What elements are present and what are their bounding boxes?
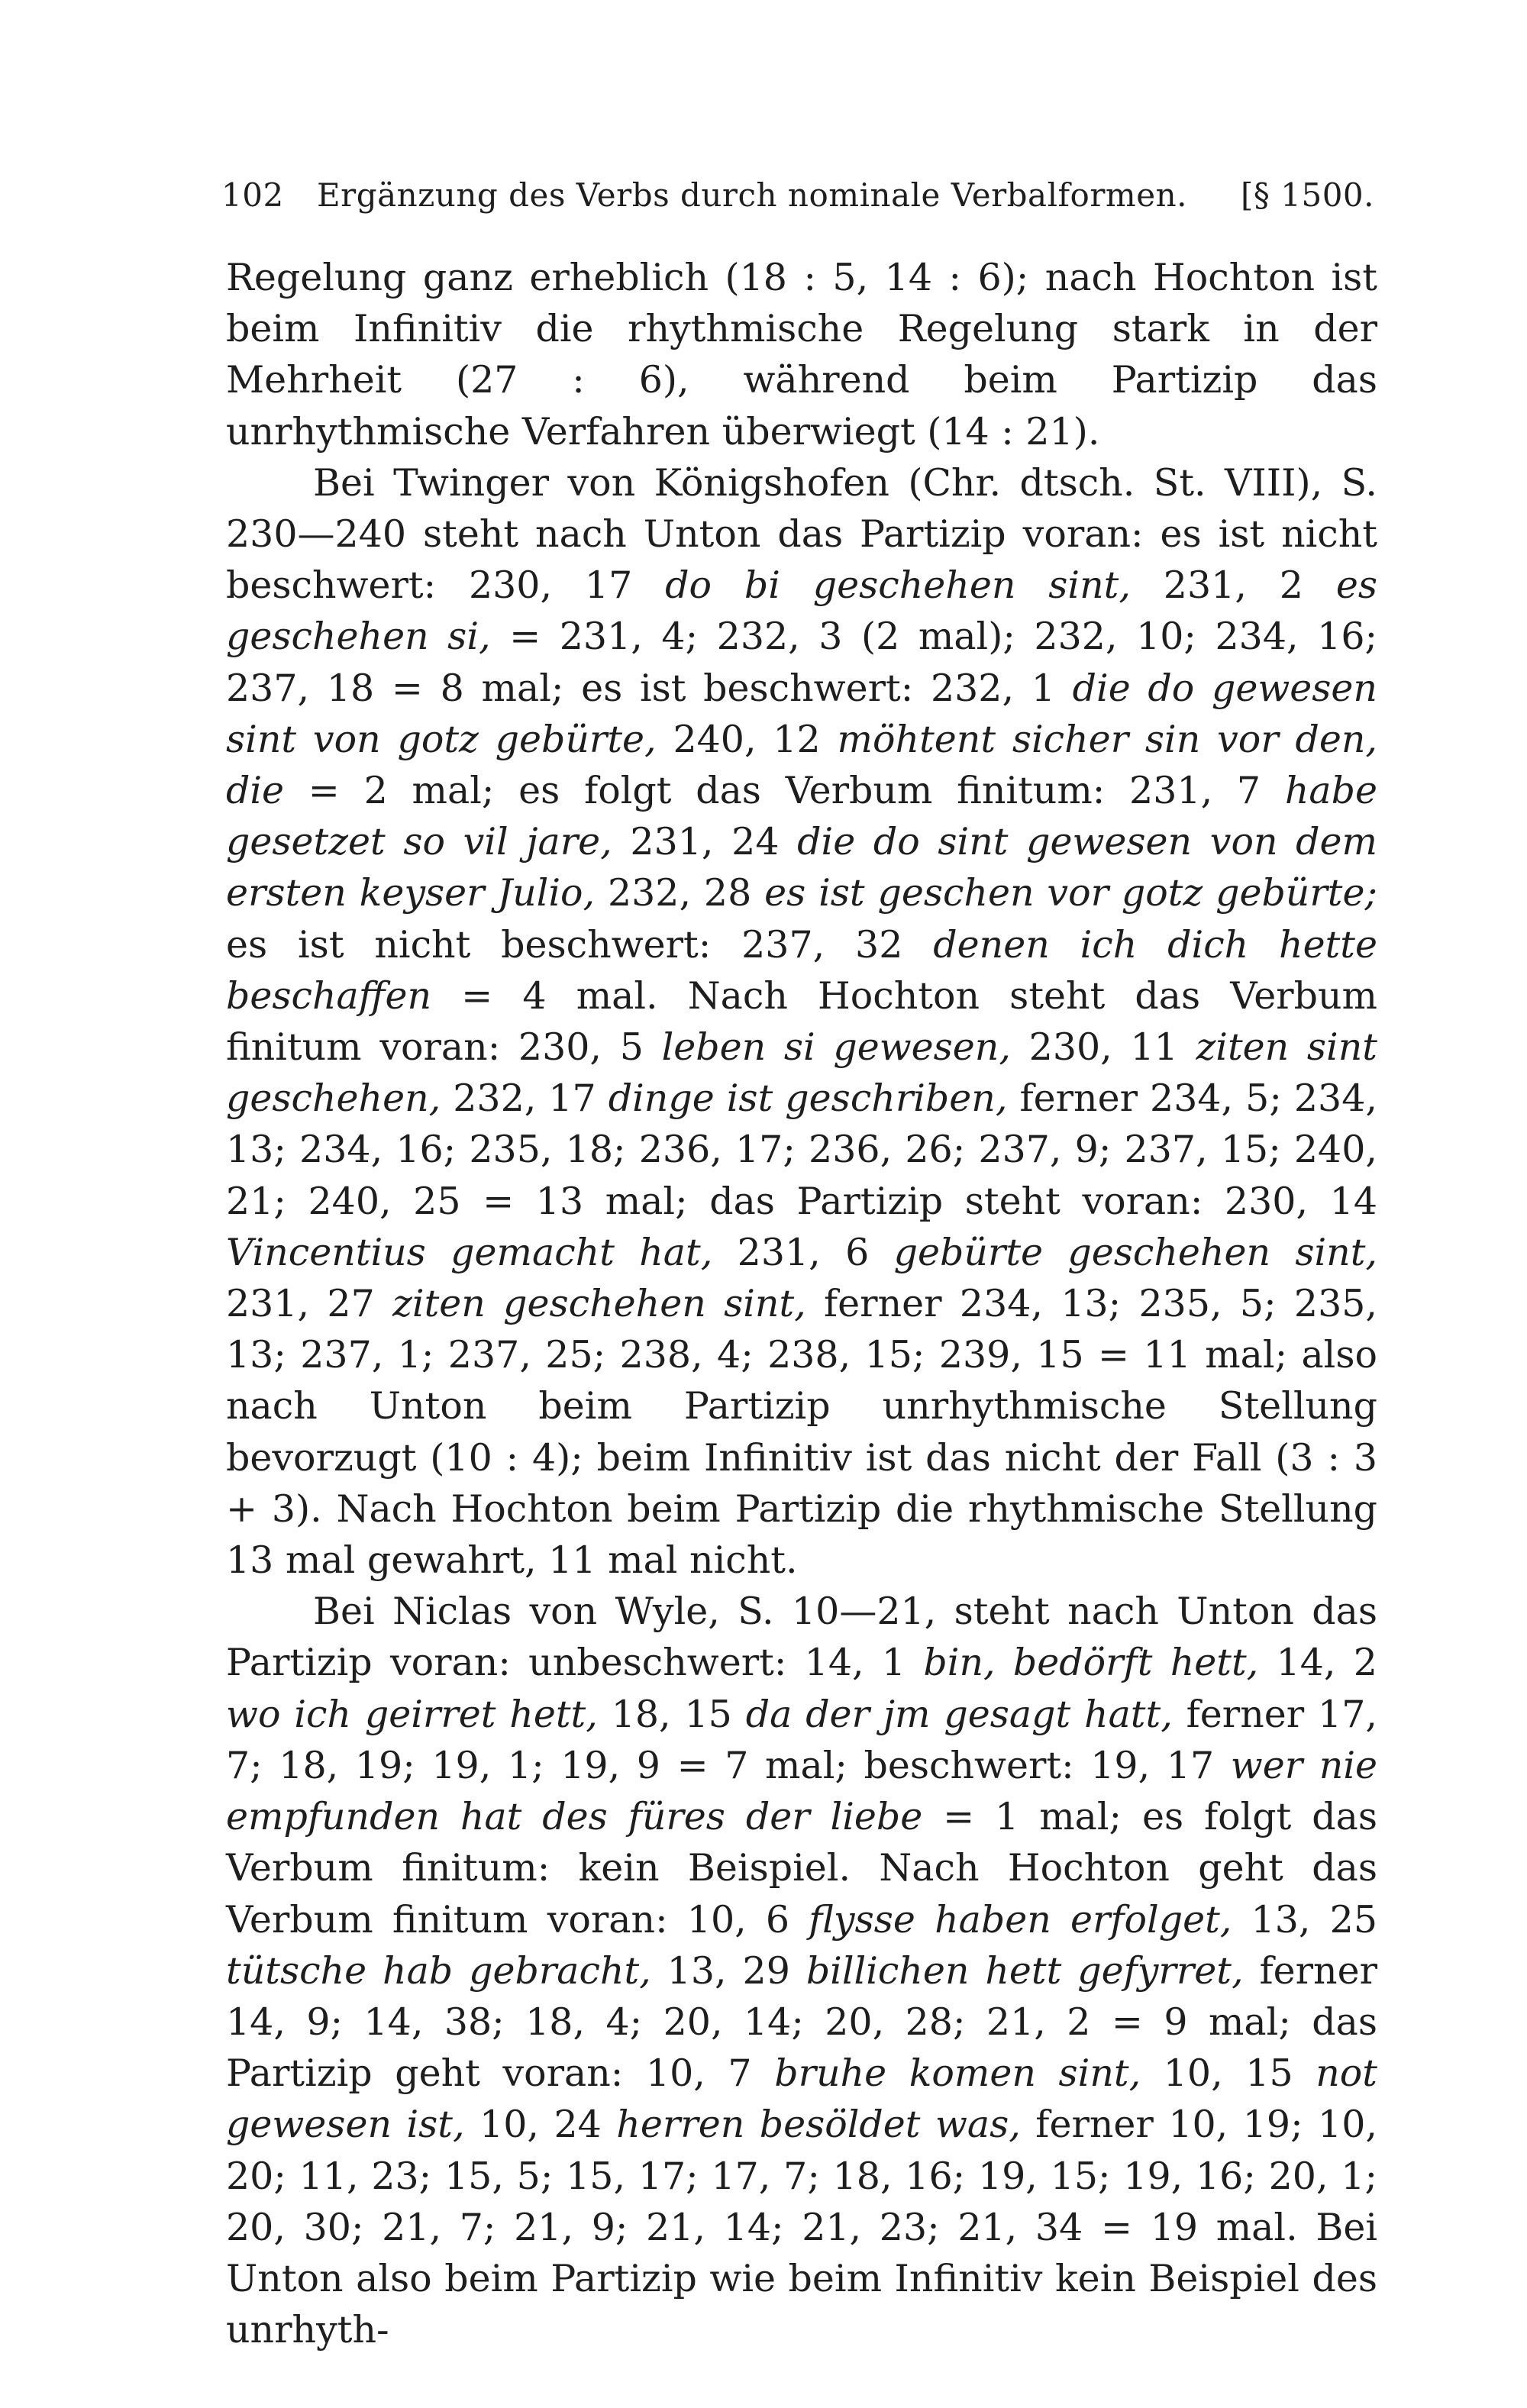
body-text (226, 252, 1377, 2355)
text-run: = 1 mal; es folgt das Verbum finitum: kein Beispiel. Nach Hochton geht das Verbum finitum voran: 10, 6 (226, 1795, 1377, 1942)
text-run: ferner 234, 13; 235, 5; 235, 13; 237, 1; 237, 25; 238, 4; 238, 15; 239, 15 = 11 mal; also nach Unton beim Partizip unrhythmische Stellung bevorzugt (10 : 4); beim Infinitiv ist das nicht der Fall (3 : 3 + 3). Nach Hochton beim Partizip die rhythmische Stellung 13 mal gewahrt, 11 mal nicht. (226, 1282, 1378, 1583)
italic-quotation: es ist geschen vor gotz gebürte; (764, 871, 1377, 915)
italic-quotation: ziten sint geschehen, (226, 1025, 1377, 1121)
italic-quotation: tütsche hab gebracht, (226, 1948, 651, 1993)
italic-quotation: herren besöldet was, (616, 2103, 1021, 2147)
text-run: 232, 28 (595, 871, 765, 915)
text-run: 13, 29 (651, 1948, 806, 1993)
text-run: 10, 15 (1141, 2051, 1316, 2096)
italic-quotation: billichen hett gefyrret, (805, 1948, 1244, 1993)
text-run: 231, 24 (612, 820, 798, 864)
running-header (221, 174, 1374, 217)
text-run: ferner 14, 9; 14, 38; 18, 4; 20, 14; 20, 28; 21, 2 = 9 mal; das Partizip geht voran: 10, 7 (226, 1948, 1377, 2096)
italic-quotation: es geschehen si, (226, 563, 1377, 659)
text-run: Bei Niclas von Wyle, S. 10—21, steht nach Unton das Partizip voran: unbeschwert: 14, 1 (226, 1590, 1377, 1685)
running-title: Ergänzung des Verbs durch nominale Verbalformen. (316, 176, 1188, 214)
paragraph (226, 1586, 1377, 2355)
italic-quotation: wer nie empfunden hat des füres der liebe (226, 1743, 1377, 1839)
text-run: 240, 12 (656, 717, 838, 761)
italic-quotation: ziten geschehen sint, (392, 1282, 806, 1326)
text-run: Bei Twinger von Königshofen (Chr. dtsch. St. VIII), S. 230—240 steht nach Unton das Partizip voran: es ist nicht beschwert: 230, 17 (226, 460, 1377, 608)
italic-quotation: denen ich dich hette beschaffen (226, 922, 1377, 1018)
text-run: 232, 17 (441, 1076, 609, 1121)
text-run: Regelung ganz erheblich (18 : 5, 14 : 6); nach Hochton ist beim Infinitiv die rhythmische Regelung stark in der Mehrheit (27 : 6), während beim Partizip das unrhythmische Verfahren überwiegt (14 : 21). (226, 256, 1377, 454)
italic-quotation: gebürte geschehen sint, (893, 1230, 1377, 1274)
text-run: ferner 17, 7; 18, 19; 19, 1; 19, 9 = 7 mal; beschwert: 19, 17 (226, 1692, 1377, 1787)
section-reference: [§ 1500. (1241, 176, 1374, 214)
italic-quotation: Vincentius gemacht hat, (226, 1230, 713, 1274)
italic-quotation: bruhe komen sint, (774, 2051, 1141, 2096)
text-run: = 2 mal; es folgt das Verbum finitum: 231, 7 (284, 769, 1285, 813)
italic-quotation: möhtent sicher sin vor den, die (226, 717, 1378, 813)
italic-quotation: flysse haben erfolget, (809, 1897, 1232, 1942)
italic-quotation: da der jm gesagt hatt, (745, 1692, 1173, 1736)
text-run: 231, 27 (226, 1282, 393, 1326)
text-run: = 231, 4; 232, 3 (2 mal); 232, 10; 234, 16; 237, 18 = 8 mal; es ist beschwert: 232, 1 (226, 615, 1378, 710)
paragraph (226, 252, 1377, 457)
italic-quotation: habe gesetzet so vil jare, (226, 769, 1377, 864)
italic-quotation: leben si gewesen, (661, 1025, 1011, 1070)
italic-quotation: bin, bedörft hett, (923, 1641, 1259, 1685)
text-run: es ist nicht beschwert: 237, 32 (226, 922, 934, 967)
page-number: 102 (221, 176, 284, 214)
text-run: 230, 11 (1010, 1025, 1196, 1070)
italic-quotation: die do gewesen sint von gotz gebürte, (226, 666, 1377, 761)
text-run: 231, 6 (712, 1230, 894, 1274)
text-run: 10, 24 (464, 2103, 617, 2147)
italic-quotation: do bi geschehen sint, (665, 563, 1131, 608)
text-run: ferner 10, 19; 10, 20; 11, 23; 15, 5; 15, 17; 17, 7; 18, 16; 19, 15; 19, 16; 20, 1; 20, 30; 21, 7; 21, 9; 21, 14; 21, 23; 21, 34 = 19 mal. Bei Unton also beim Partizip wie beim Infinitiv kein Beispiel des unrhyth- (226, 2103, 1377, 2352)
paragraph (226, 457, 1377, 1586)
italic-quotation: not gewesen ist, (226, 2051, 1377, 2147)
text-run: 13, 25 (1232, 1897, 1377, 1942)
italic-quotation: die do sint gewesen von dem ersten keyser Julio, (226, 820, 1377, 915)
text-run: = 4 mal. Nach Hochton steht das Verbum finitum voran: 230, 5 (226, 973, 1377, 1070)
italic-quotation: dinge ist geschriben, (608, 1076, 1008, 1121)
text-run: 14, 2 (1258, 1641, 1377, 1685)
text-run: 18, 15 (597, 1692, 746, 1736)
italic-quotation: wo ich geirret hett, (226, 1692, 598, 1736)
text-run: 231, 2 (1130, 563, 1336, 608)
text-run: ferner 234, 5; 234, 13; 234, 16; 235, 18; 236, 17; 236, 26; 237, 9; 237, 15; 240, 21; 240, 25 = 13 mal; das Partizip steht voran: 230, 14 (226, 1076, 1377, 1223)
